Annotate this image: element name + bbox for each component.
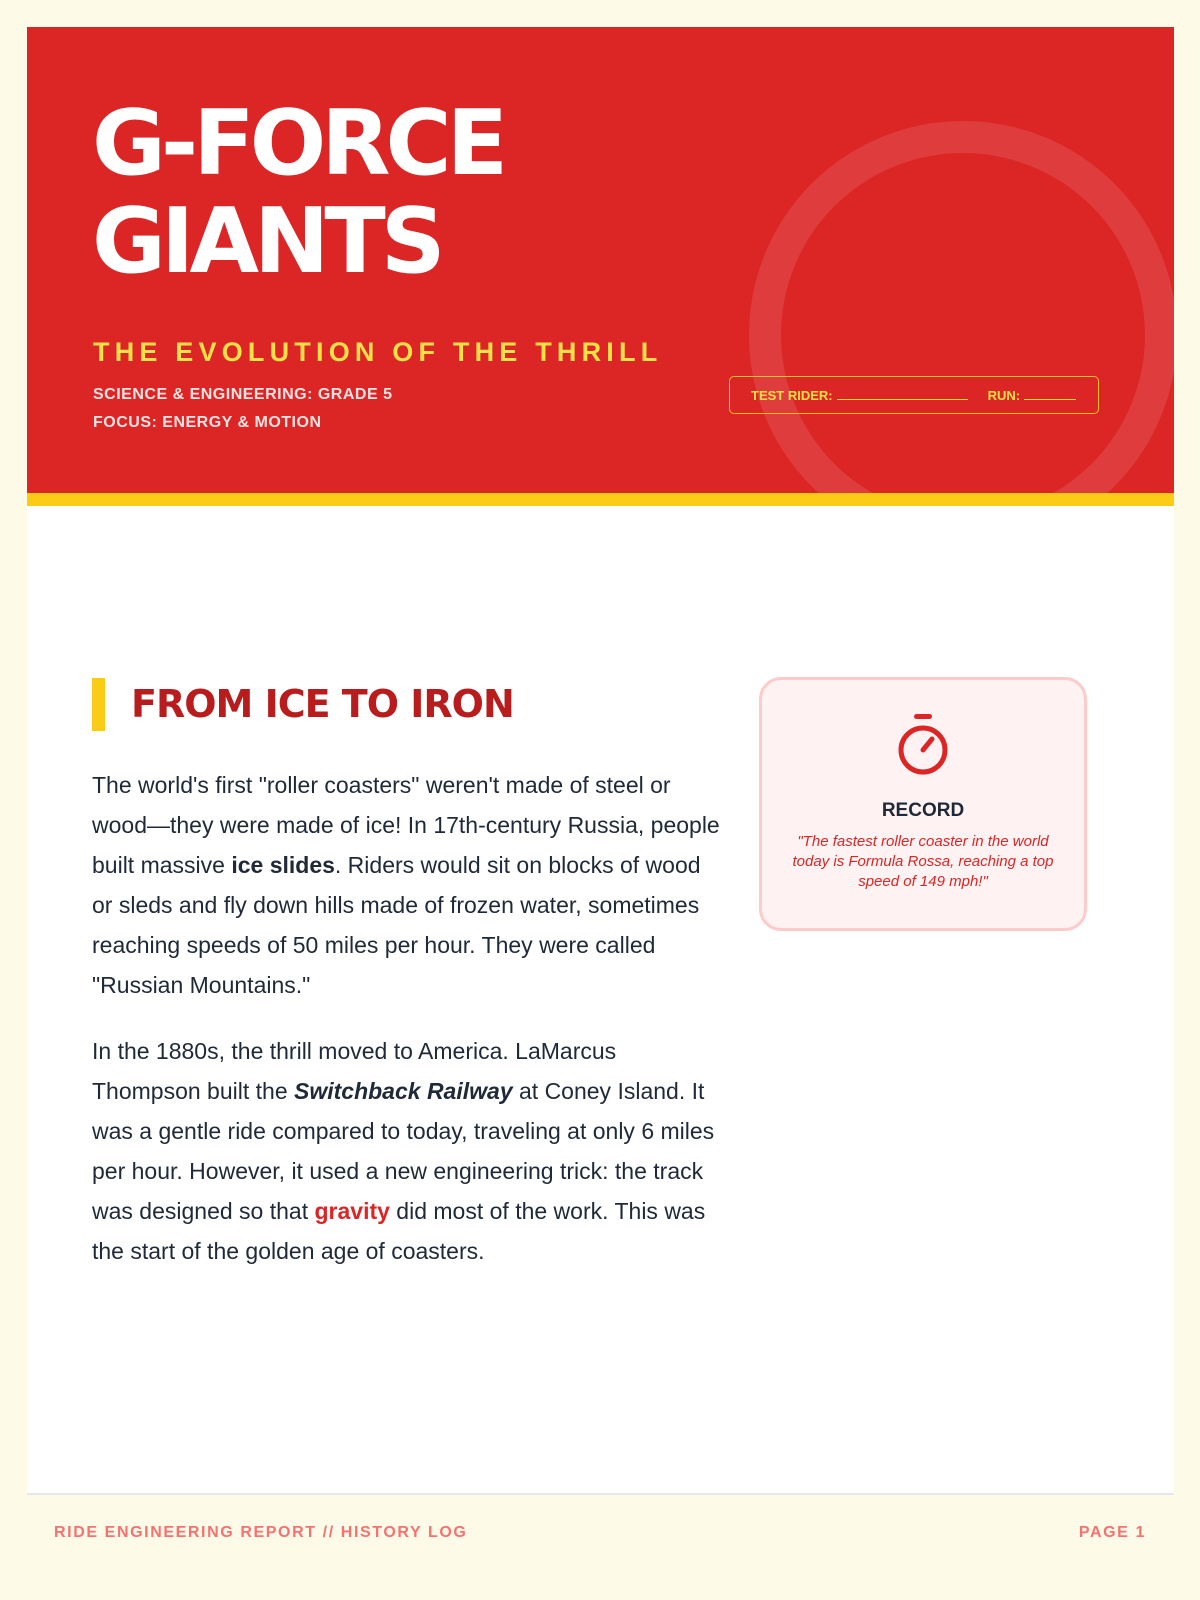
footer-divider	[27, 1493, 1174, 1495]
record-title: RECORD	[881, 800, 965, 821]
rider-info-box	[729, 376, 1099, 414]
course-focus: FOCUS: ENERGY & MOTION	[93, 414, 322, 431]
section-title: FROM ICE TO IRON	[131, 682, 514, 726]
paragraph-2-text-c: did most of the work. This was the start of the golden age of coasters.	[92, 1198, 706, 1264]
term-gravity: gravity	[314, 1198, 390, 1224]
term-ice-slides: ice slides	[231, 852, 335, 878]
paragraph-2	[92, 1031, 722, 1271]
record-callout	[759, 677, 1087, 931]
paragraph-2-text-a: In the 1880s, the thrill moved to America. LaMarcus Thompson built the	[92, 1038, 617, 1104]
section-accent-bar	[92, 678, 105, 731]
record-quote: "The fastest roller coaster in the world today is Formula Rossa, reaching a top speed of 149 mph!"	[792, 833, 1054, 890]
header-stripe	[27, 493, 1174, 506]
course-subject: SCIENCE & ENGINEERING: GRADE 5	[93, 386, 393, 403]
paragraph-1	[92, 765, 722, 1005]
page-title	[92, 91, 504, 294]
test-rider-blank[interactable]	[837, 390, 968, 400]
section-body	[92, 765, 722, 1271]
title-line-2: GIANTS	[92, 189, 441, 294]
paragraph-2-text-b: at Coney Island. It was a gentle ride compared to today, traveling at only 6 miles per hour. However, it used a new engineering trick: the track was designed so that	[92, 1078, 715, 1224]
course-meta	[93, 381, 392, 437]
page-number: PAGE 1	[1078, 1524, 1146, 1541]
header-banner	[27, 27, 1174, 493]
footer-report-title: RIDE ENGINEERING REPORT // HISTORY LOG	[54, 1524, 468, 1541]
page-subtitle: THE EVOLUTION OF THE THRILL	[93, 337, 663, 367]
term-switchback-railway: Switchback Railway	[294, 1078, 513, 1104]
run-blank[interactable]	[1024, 390, 1076, 400]
paragraph-1-text-b: . Riders would sit on blocks of wood or sleds and fly down hills made of frozen water, sometimes reaching speeds of 50 miles per hour. They were called "Russian Mountains."	[92, 852, 701, 998]
test-rider-label: TEST RIDER:	[751, 387, 833, 403]
run-label: RUN:	[987, 387, 1021, 403]
paragraph-1-text-a: The world's first "roller coasters" weren't made of steel or wood—they were made of ice! In 17th-century Russia, people built massive	[92, 772, 720, 878]
stopwatch-icon	[895, 712, 951, 780]
title-line-1: G-FORCE	[92, 91, 504, 196]
worksheet-page	[27, 27, 1174, 1495]
decorative-ring	[749, 121, 1174, 493]
